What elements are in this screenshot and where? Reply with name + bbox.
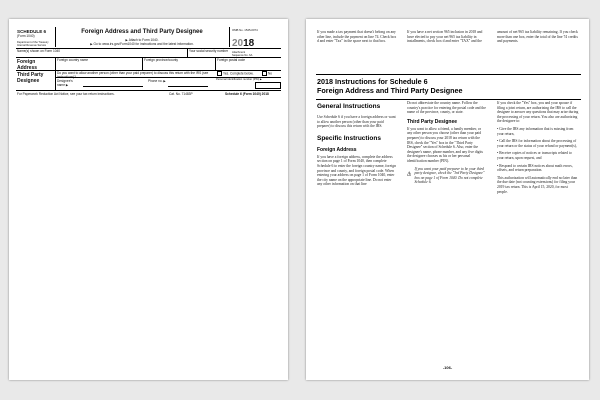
footer-schedule: Schedule 6 (Form 1040) 2018 bbox=[225, 92, 269, 96]
top-col-3-text: amount of net 965 tax liability remaining. If you check more than one box, enter the total of the line 74 credits and payments. bbox=[497, 30, 578, 44]
ssn-label: Your social security number bbox=[189, 49, 229, 53]
sequence-number: Sequence No. 6A bbox=[232, 54, 253, 57]
form-header-right bbox=[232, 28, 284, 57]
country-name-text: Do not abbreviate the country name. Follow the country's practice for entering the postal code and the name of the province, county, or state. bbox=[407, 101, 486, 115]
instructions-heading-block bbox=[317, 76, 582, 99]
top-col-1 bbox=[317, 30, 397, 47]
goto-note: ▶ Go to www.irs.gov/Form1040 for instructions and the latest information. bbox=[90, 42, 194, 46]
attachment-label: Attachment bbox=[232, 51, 246, 54]
authorization-end-text: This authorization will automatically end no later than the due date (not counting extensions) for filing your 2019 tax return. This is April 15, 2020, for most people. bbox=[497, 175, 578, 194]
year-prefix: 20 bbox=[232, 38, 244, 49]
no-option[interactable] bbox=[261, 71, 272, 76]
schedule-label: SCHEDULE 6 bbox=[17, 29, 47, 34]
third-party-designee-title: Third Party Designee bbox=[407, 118, 458, 125]
province-label: Foreign province/county bbox=[144, 58, 179, 62]
form-header-center bbox=[57, 29, 227, 46]
specific-instructions-title: Specific Instructions bbox=[317, 134, 381, 142]
top-col-2-text: If you have a net section 965 inclusion in 2018 and have elected to pay your net 965 tax liability in installments, check box d and enter "TAX" and the bbox=[407, 30, 483, 44]
top-col-3 bbox=[497, 30, 579, 47]
designee-name-label: Designee's name ▶ bbox=[57, 79, 73, 87]
col-1 bbox=[317, 101, 397, 190]
pin-label: Personal identification number (PIN) ▶ bbox=[216, 78, 262, 81]
year-suffix: 18 bbox=[243, 38, 255, 49]
bullet-3: • Receive copies of notices or transcripts related to your return, upon request, and bbox=[497, 151, 572, 160]
general-instructions-title: General Instructions bbox=[317, 103, 381, 110]
yes-checkbox[interactable] bbox=[217, 71, 222, 76]
form-header-left bbox=[17, 29, 53, 47]
form-title: Foreign Address and Third Party Designee bbox=[81, 29, 203, 35]
caution-block bbox=[407, 167, 487, 188]
postal-label: Foreign postal code bbox=[217, 58, 245, 62]
footer-paperwork: For Paperwork Reduction Act Notice, see your tax return instructions. bbox=[17, 92, 115, 96]
footer-cat-no: Cat. No. 71483P bbox=[169, 92, 193, 96]
agency-label: Department of the Treasury Internal Revenue Service bbox=[17, 41, 49, 47]
attach-note: ▶ Attach to Form 1040. bbox=[125, 38, 159, 42]
foreign-address-text: If you have a foreign address, complete the address section on page 1 of Form 1040, then complete Schedule 6 to enter the foreign country name, foreign province and county, and foreign postal code. When entering your address on page 1 of Form 1040, enter the city name on the appropriate line. Do not enter any other information on that line bbox=[317, 154, 396, 187]
phone-label: Phone no. ▶ bbox=[148, 79, 166, 83]
pin-field[interactable] bbox=[255, 82, 281, 89]
country-label: Foreign country name bbox=[57, 58, 89, 62]
phone-field[interactable] bbox=[168, 80, 208, 87]
no-checkbox[interactable] bbox=[262, 71, 267, 76]
top-col-2 bbox=[407, 30, 487, 47]
no-label: No bbox=[268, 71, 273, 76]
instructions-page bbox=[306, 19, 589, 380]
bullet-4: • Respond to certain IRS notices about math errors, offsets, and return preparation. bbox=[497, 163, 573, 173]
omb-number: OMB No. 1545-0074 bbox=[232, 28, 258, 32]
third-party-designee-text: If you want to allow a friend, a family member, or any other person you choose (other than your paid preparer) to discuss your 2018 tax return with the IRS, check the "Yes" box in the "Third Party Designee" section of Schedule 6. Also, enter the designee's name, phone number, and any five digits the designee chooses as his or her personal identification number (PIN). bbox=[407, 126, 483, 163]
yes-label: Yes. Complete below. bbox=[223, 71, 254, 76]
foreign-address-label: Foreign Address bbox=[17, 59, 38, 71]
instructions-heading: 2018 Instructions for Schedule 6 bbox=[317, 77, 428, 86]
bullet-1: • Give the IRS any information that is missing from your return, bbox=[497, 126, 574, 136]
caution-text: If you want your paid preparer to be your third party designee, check the "3rd Party Designee" box on page 1 of Form 1040. Do not complete Schedule 6. bbox=[414, 166, 485, 185]
page-number: -106- bbox=[442, 365, 453, 370]
designee-name-field[interactable] bbox=[83, 80, 143, 87]
foreign-address-title: Foreign Address bbox=[317, 146, 357, 153]
caution-icon bbox=[407, 167, 411, 180]
general-instructions-text: Use Schedule 6 if you have a foreign address or want to allow another person (other than your paid preparer) to discuss this return with the IRS. bbox=[317, 115, 396, 129]
authorization-text: If you check the "Yes" box, you and your spouse if filing a joint return, are authorizing the IRS to call the designee to answer any questions that may arise during the processing of your return. You also are authorizing the designee to: bbox=[497, 101, 579, 124]
col-2 bbox=[407, 101, 487, 188]
form-page bbox=[9, 19, 288, 380]
top-col-1-text: If you made a tax payment that doesn't belong on any other line, include the payment on line 74. Check box d and enter "Tax" in the space next to that box. bbox=[317, 30, 397, 44]
instructions-subheading: Foreign Address and Third Party Designee bbox=[317, 86, 463, 95]
yes-option[interactable] bbox=[216, 71, 254, 76]
third-party-label: Third Party Designee bbox=[17, 72, 44, 84]
bullet-2: • Call the IRS for information about the processing of your return or the status of your refund or payment(s), bbox=[497, 139, 577, 148]
col-3 bbox=[497, 101, 579, 197]
form-ref: (Form 1040) bbox=[17, 34, 35, 38]
names-label: Name(s) shown on Form 1040 bbox=[17, 49, 61, 53]
tpd-question: Do you want to allow another person (other than your paid preparer) to discuss this return with the IRS (see instructions)? bbox=[57, 71, 209, 79]
